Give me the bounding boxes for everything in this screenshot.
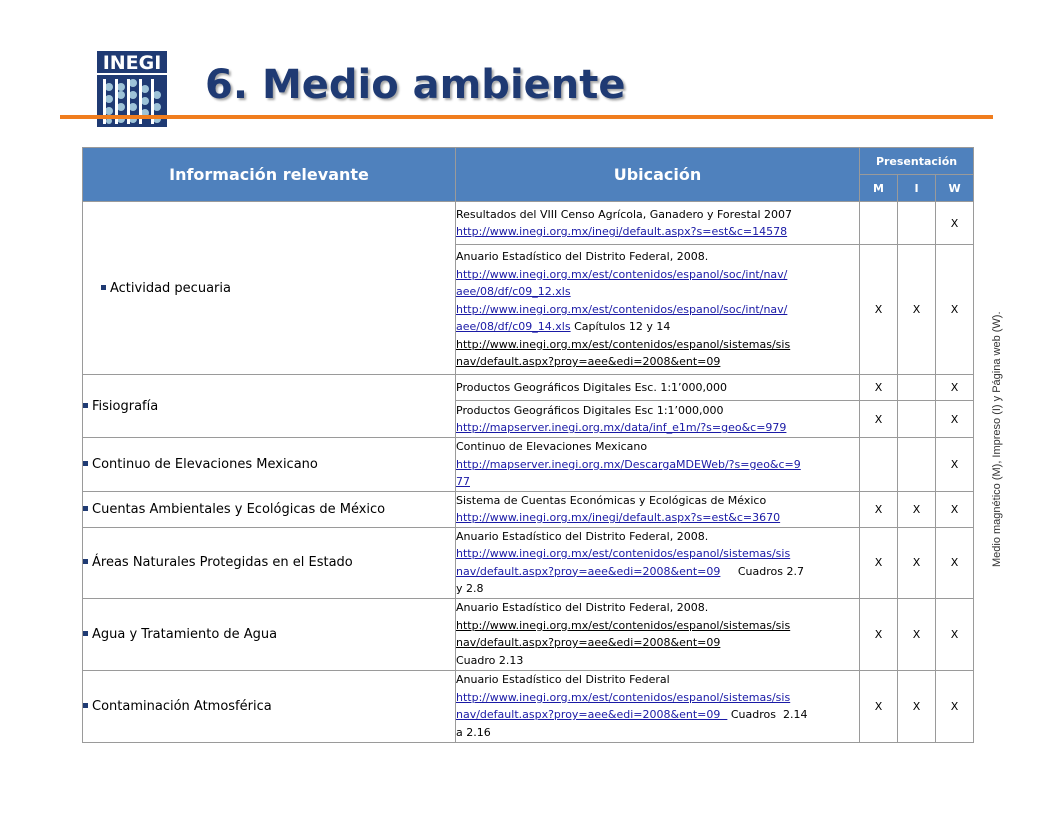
mark-m: X <box>860 375 898 401</box>
location-cell: Resultados del VIII Censo Agrícola, Ganadero y Forestal 2007 http://www.inegi.org.mx/inegi/default.aspx?s=est&c=14578 <box>456 202 860 245</box>
location-cell: Continuo de Elevaciones Mexicano http://mapserver.inegi.org.mx/DescargaMDEWeb/?s=geo&c=9 77 <box>456 438 860 492</box>
location-cell: Anuario Estadístico del Distrito Federal, 2008. http://www.inegi.org.mx/est/contenidos/espanol/soc/int/nav/ aee/08/df/c09_12.xls http://www.inegi.org.mx/est/contenidos/espanol/soc/int/nav/ aee/08/df/c09_14.xls Capítulos 12 y 14 http://www.inegi.org.mx/est/contenidos/espanol/sistemas/sis nav/default.aspx?proy=aee&edi=2008&ent=09 <box>456 245 860 375</box>
url-link[interactable]: nav/default.aspx?proy=aee&edi=2008&ent=09 <box>456 708 728 721</box>
mark-i <box>898 401 936 438</box>
mark-w: X <box>936 598 974 670</box>
url-link[interactable]: nav/default.aspx?proy=aee&edi=2008&ent=09 <box>456 564 721 578</box>
topic-agua: Agua y Tratamiento de Agua <box>83 598 456 670</box>
url-link[interactable]: aee/08/df/c09_12.xls <box>456 285 571 299</box>
mark-w: X <box>936 245 974 375</box>
mark-w: X <box>936 401 974 438</box>
topic-contaminacion: Contaminación Atmosférica <box>83 670 456 742</box>
info-table <box>82 147 974 743</box>
location-cell: Sistema de Cuentas Económicas y Ecológicas de México http://www.inegi.org.mx/inegi/default.aspx?s=est&c=3670 <box>456 491 860 527</box>
header-ubicacion: Ubicación <box>456 148 860 202</box>
mark-i: X <box>898 491 936 527</box>
location-cell: Productos Geográficos Digitales Esc. 1:1’000,000 <box>456 375 860 401</box>
location-cell: Anuario Estadístico del Distrito Federal http://www.inegi.org.mx/est/contenidos/espanol/sistemas/sis nav/default.aspx?proy=aee&edi=2008&ent=09 Cuadros 2.14 a 2.16 <box>456 670 860 742</box>
svg-text:INEGI: INEGI <box>102 52 162 74</box>
mark-i <box>898 438 936 492</box>
location-cell: Productos Geográficos Digitales Esc 1:1’000,000 http://mapserver.inegi.org.mx/data/inf_e1m/?s=geo&c=979 <box>456 401 860 438</box>
header-presentacion: Presentación <box>860 148 974 175</box>
topic-actividad-pecuaria: Actividad pecuaria <box>83 202 456 375</box>
header-w: W <box>936 175 974 202</box>
mark-i: X <box>898 527 936 598</box>
bullet-icon <box>83 461 88 466</box>
url-text: http://www.inegi.org.mx/est/contenidos/espanol/sistemas/sis <box>456 618 791 632</box>
url-link[interactable]: 77 <box>456 475 470 488</box>
topic-continuo-elevaciones: Continuo de Elevaciones Mexicano <box>83 438 456 492</box>
location-cell: Anuario Estadístico del Distrito Federal, 2008. http://www.inegi.org.mx/est/contenidos/espanol/sistemas/sis nav/default.aspx?proy=aee&edi=2008&ent=09 Cuadro 2.13 <box>456 598 860 670</box>
page-title: 6. Medio ambiente <box>205 62 626 108</box>
mark-m <box>860 438 898 492</box>
url-link[interactable]: aee/08/df/c09_14.xls <box>456 320 571 334</box>
location-cell: Anuario Estadístico del Distrito Federal, 2008. http://www.inegi.org.mx/est/contenidos/espanol/sistemas/sis nav/default.aspx?proy=aee&edi=2008&ent=09 Cuadros 2.7 y 2.8 <box>456 527 860 598</box>
url-link[interactable]: http://www.inegi.org.mx/inegi/default.aspx?s=est&c=3670 <box>456 511 781 524</box>
mark-m: X <box>860 401 898 438</box>
mark-i: X <box>898 245 936 375</box>
topic-fisiografia: Fisiografía <box>83 375 456 438</box>
bullet-icon <box>83 403 88 408</box>
mark-w: X <box>936 491 974 527</box>
header-m: M <box>860 175 898 202</box>
url-link[interactable]: http://mapserver.inegi.org.mx/data/inf_e1m/?s=geo&c=979 <box>456 421 787 434</box>
mark-w: X <box>936 375 974 401</box>
bullet-icon <box>83 631 88 636</box>
mark-m <box>860 202 898 245</box>
header-info: Información relevante <box>83 148 456 202</box>
url-link[interactable]: http://mapserver.inegi.org.mx/DescargaMDEWeb/?s=geo&c=9 <box>456 457 801 471</box>
url-link[interactable]: http://www.inegi.org.mx/inegi/default.aspx?s=est&c=14578 <box>456 225 788 238</box>
mark-m: X <box>860 598 898 670</box>
bullet-icon <box>101 285 106 290</box>
mark-m: X <box>860 491 898 527</box>
mark-i: X <box>898 670 936 742</box>
mark-w: X <box>936 202 974 245</box>
presentation-legend: Medio magnético (M), Impreso (I) y Página web (W). <box>991 311 1003 567</box>
bullet-icon <box>83 559 88 564</box>
mark-i <box>898 375 936 401</box>
url-link[interactable]: http://www.inegi.org.mx/est/contenidos/espanol/sistemas/sis <box>456 547 791 560</box>
url-link[interactable]: http://www.inegi.org.mx/est/contenidos/espanol/soc/int/nav/ <box>456 302 788 316</box>
header-i: I <box>898 175 936 202</box>
url-link[interactable]: http://www.inegi.org.mx/est/contenidos/espanol/soc/int/nav/ <box>456 267 788 281</box>
mark-w: X <box>936 670 974 742</box>
orange-divider <box>60 115 993 119</box>
mark-m: X <box>860 670 898 742</box>
mark-m: X <box>860 245 898 375</box>
url-link[interactable]: http://www.inegi.org.mx/est/contenidos/espanol/sistemas/sis <box>456 690 791 704</box>
url-text: nav/default.aspx?proy=aee&edi=2008&ent=09 <box>456 355 721 369</box>
bullet-icon <box>83 506 88 511</box>
mark-w: X <box>936 438 974 492</box>
mark-i: X <box>898 598 936 670</box>
bullet-icon <box>83 703 88 708</box>
mark-w: X <box>936 527 974 598</box>
topic-areas-naturales: Áreas Naturales Protegidas en el Estado <box>83 527 456 598</box>
url-text: http://www.inegi.org.mx/est/contenidos/espanol/sistemas/sis <box>456 337 791 351</box>
mark-i <box>898 202 936 245</box>
url-text: nav/default.aspx?proy=aee&edi=2008&ent=09 <box>456 636 721 649</box>
mark-m: X <box>860 527 898 598</box>
topic-cuentas-ambientales: Cuentas Ambientales y Ecológicas de México <box>83 491 456 527</box>
